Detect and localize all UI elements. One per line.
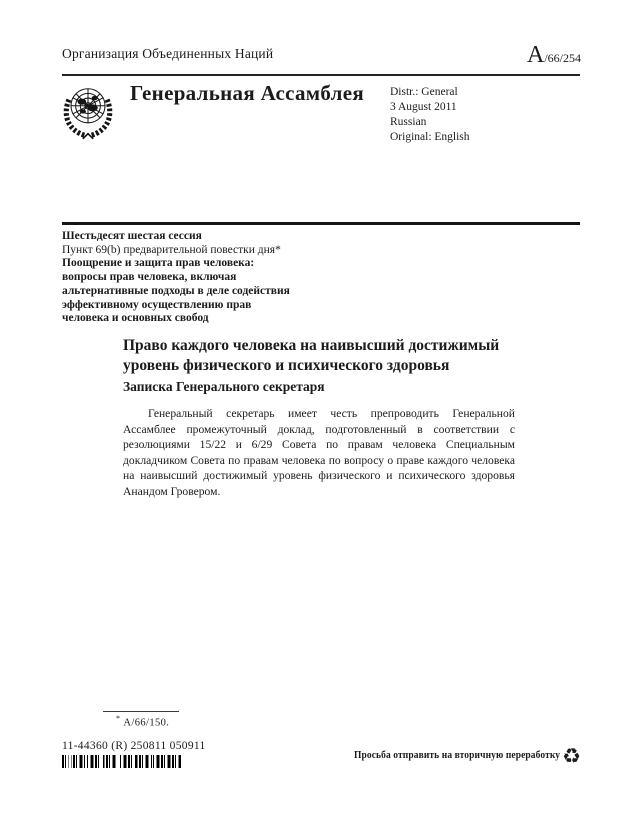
footnote-rule (103, 711, 179, 712)
recycle-notice (354, 746, 581, 766)
agenda-item-title-line: Поощрение и защита прав человека: (62, 257, 255, 270)
recycle-text: Просьба отправить на вторичную переработку (353, 750, 561, 762)
body-paragraph: Генеральный секретарь имеет честь препроводить Генеральной Ассамблее промежуточный доклад, подготовленный в соответствии с резолюциями 15/22 и 6/29 Совета по правам человека Специальным докладчиком Совета по правам человека по вопросу о праве каждого человека на наивысший достижимый уровень физического и психического здоровья Анандом Гровером. (123, 407, 515, 498)
document-symbol (527, 42, 581, 69)
masthead-rule-thick (62, 222, 580, 225)
distribution-block (390, 85, 470, 145)
session-block (62, 230, 290, 326)
distr-language: Russian (390, 116, 427, 128)
footnote-reference: A/66/150. (123, 717, 170, 729)
agenda-item-title-line: вопросы прав человека, включая (62, 271, 237, 284)
assembly-title: Генеральная Ассамблея (130, 81, 365, 105)
barcode (62, 755, 182, 768)
un-emblem-icon (55, 80, 121, 146)
document-symbol-letter: A (526, 42, 545, 68)
agenda-item-title-line: человека и основных свобод (62, 312, 209, 325)
agenda-item-title-line: альтернативные подходы в деле содействия (62, 284, 290, 297)
footnote-marker: * (116, 714, 121, 723)
header-rule-thin (62, 74, 580, 76)
session-number: Шестьдесят шестая сессия (62, 230, 202, 242)
report-title: Право каждого человека на наивысший достижимый уровень физического и психического здоровья (123, 337, 500, 374)
org-name: Организация Объединенных Наций (62, 46, 274, 61)
distr-date: 3 August 2011 (390, 101, 457, 113)
agenda-item: Пункт 69(b) предварительной повестки дня* (62, 243, 281, 256)
distr-original: Original: English (390, 131, 470, 143)
agenda-item-title-line: эффективному осуществлению прав (62, 298, 252, 311)
distr-line: Distr.: General (390, 86, 458, 98)
footnote (116, 714, 169, 729)
recycle-icon: ♻ (562, 744, 581, 768)
report-subtitle: Записка Генерального секретаря (123, 379, 325, 394)
job-number: 11-44360 (R) 250811 050911 (62, 740, 206, 752)
document-symbol-number: /66/254 (544, 51, 581, 65)
